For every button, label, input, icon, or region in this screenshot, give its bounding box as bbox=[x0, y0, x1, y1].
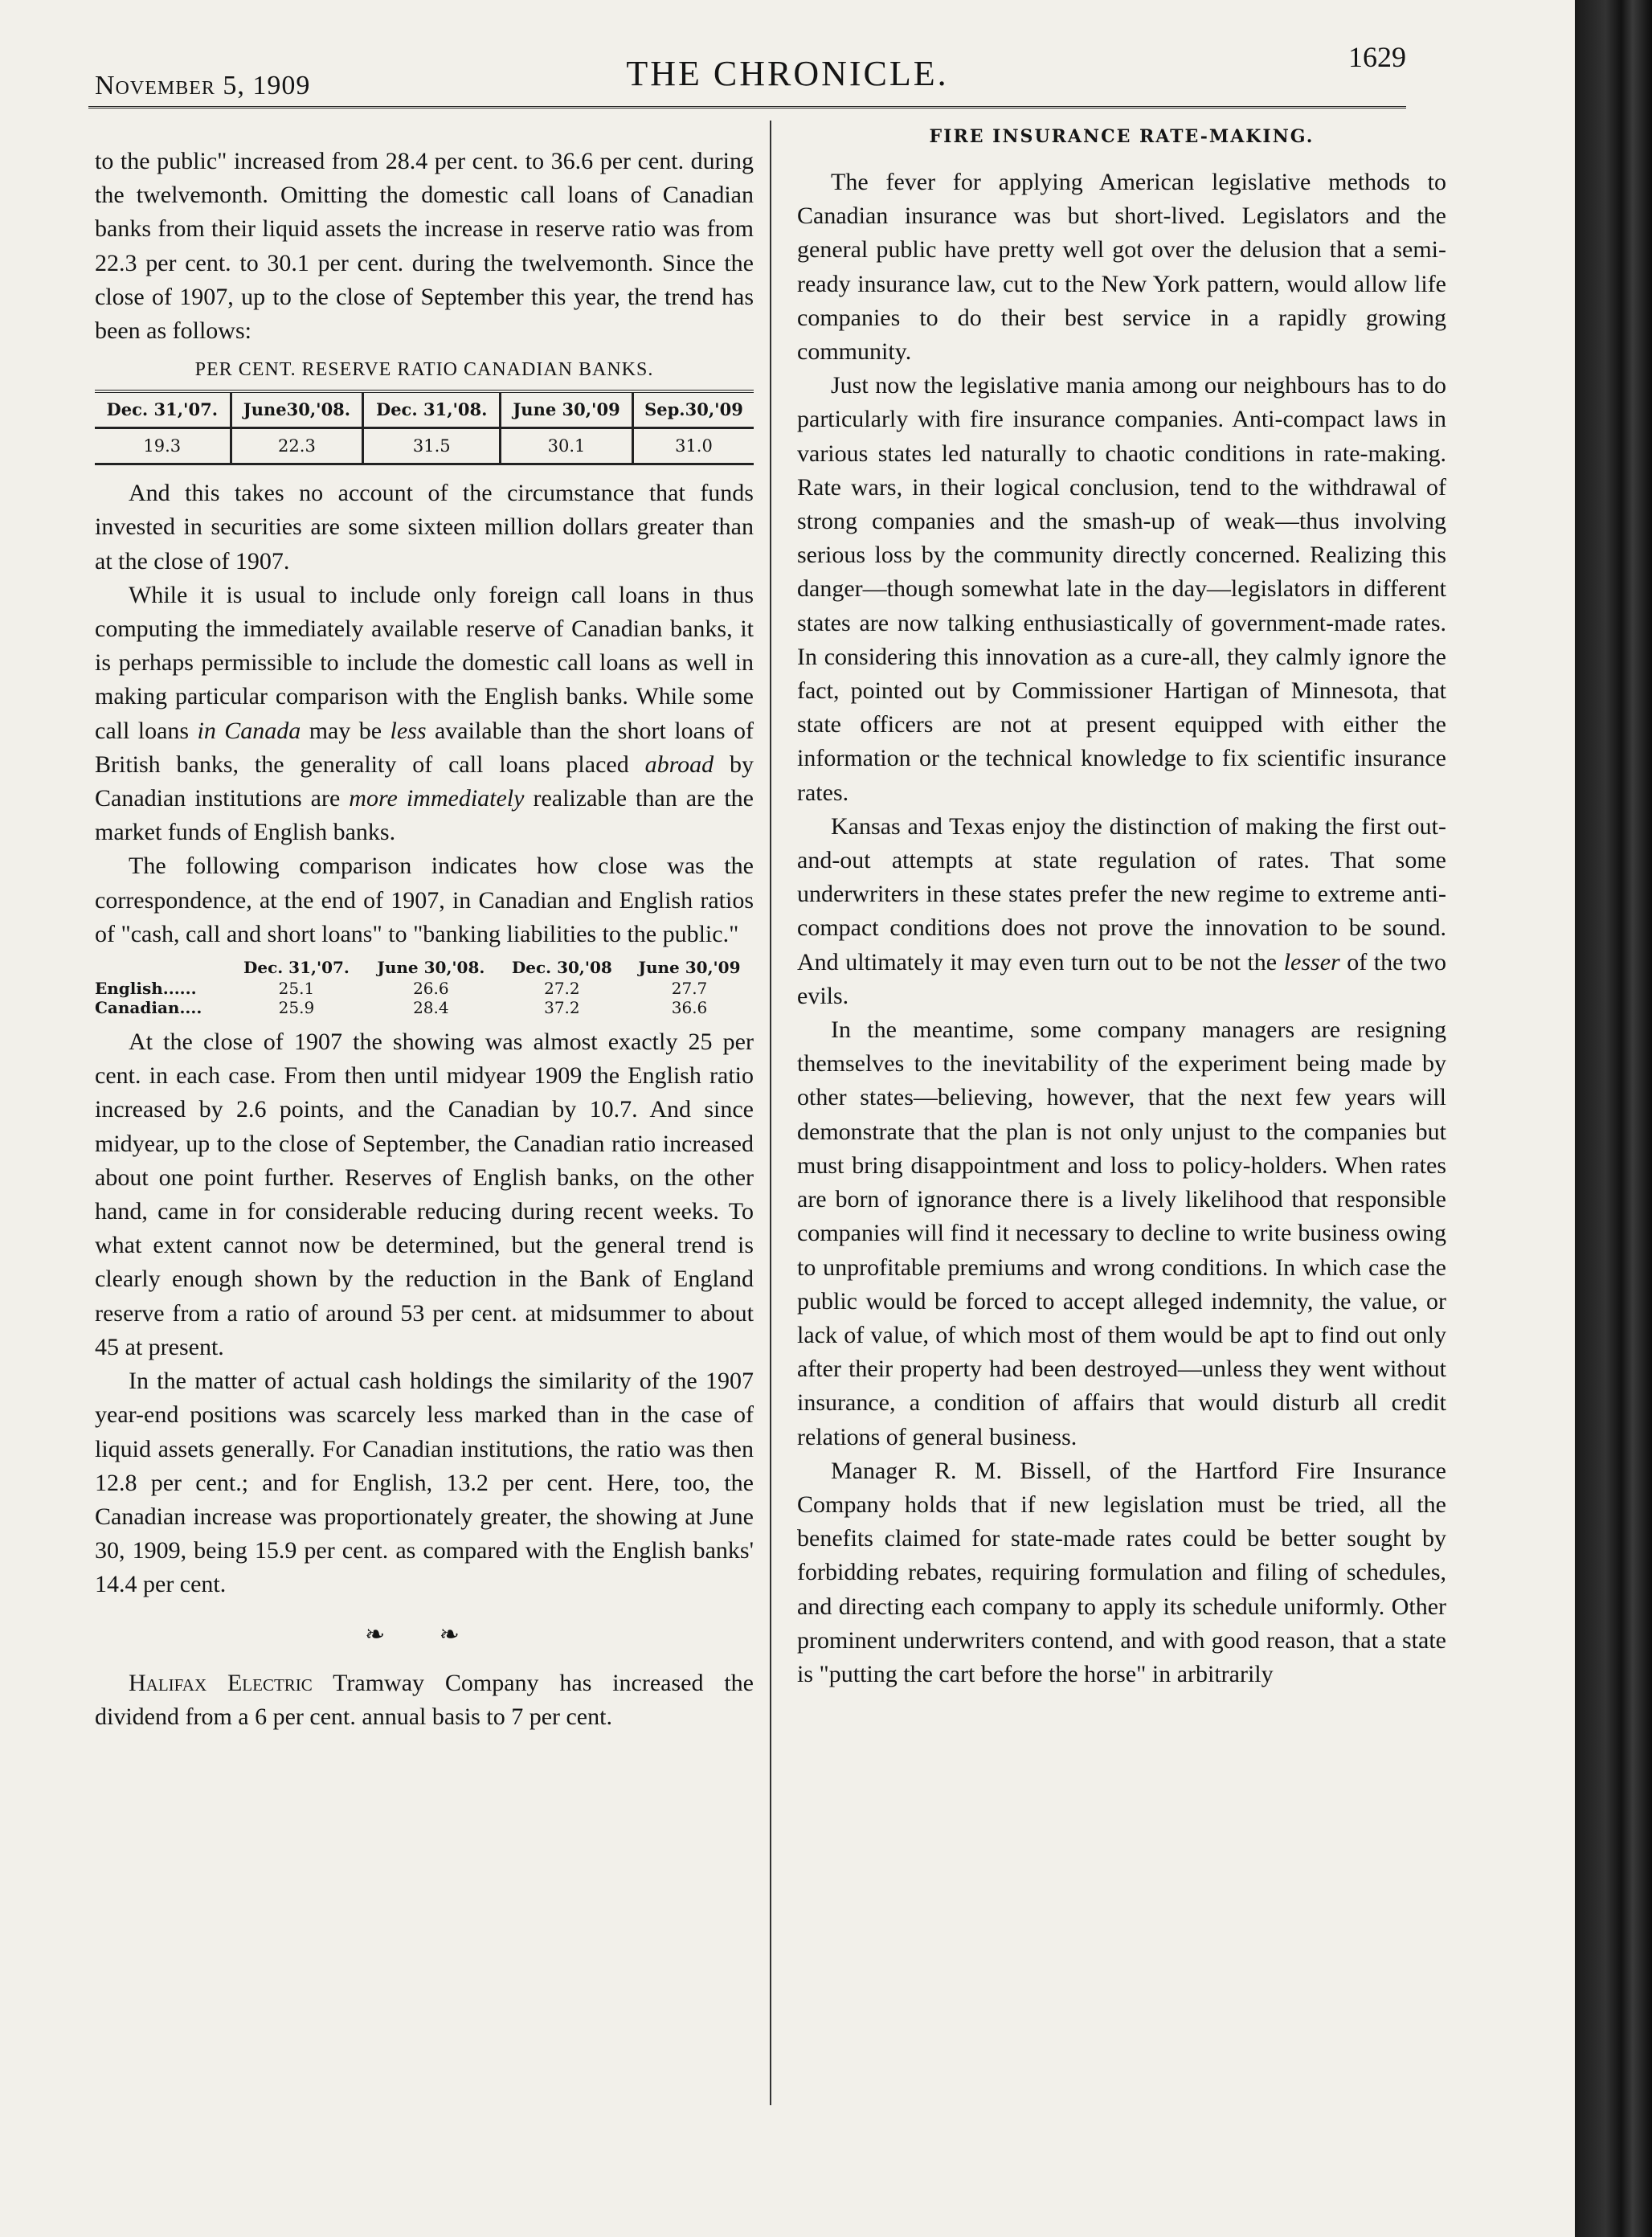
table-row bbox=[95, 998, 754, 1017]
paragraph: At the close of 1907 the showing was almost exactly 25 per cent. in each case. From then until midyear 1909 the English ratio increased by 2.6 points, and the Canadian by 10.7. And since midyear, up to the close of September, the Canadian ratio increased about one point further. Reserves of English banks, on the other hand, came in for considerable reducing during recent weeks. To what extent cannot now be determined, but the general trend is clearly enough shown by the reduction in the Bank of England reserve from a ratio of around 53 per cent. at midsummer to about 45 at present. bbox=[95, 1029, 754, 1360]
table-cell: 37.2 bbox=[544, 998, 580, 1018]
italic-text: more immediately bbox=[349, 785, 525, 812]
table-header-cell: June30,'08. bbox=[231, 391, 363, 428]
table-header-cell: June 30,'08. bbox=[377, 958, 485, 978]
paragraph: And this takes no account of the circumstance that funds invested in securities are some sixteen million dollars greater than at the close of 1907. bbox=[95, 480, 754, 575]
table-header-cell bbox=[95, 956, 230, 979]
column-divider bbox=[770, 121, 771, 2105]
left-column bbox=[95, 145, 754, 1734]
text-run: available than the short loans of British banks, the generality of call loans placed bbox=[95, 717, 754, 778]
table-cell: 25.1 bbox=[278, 979, 315, 999]
table-header-cell: Dec. 31,'07. bbox=[95, 391, 231, 428]
table-row bbox=[95, 979, 754, 998]
table-cell: 27.2 bbox=[544, 979, 580, 999]
paragraph: to the public" increased from 28.4 per cent. to 36.6 per cent. during the twelvemonth. Omitting the domestic call loans of Canadian banks from their liquid assets the increase in reserve ratio was from 22.3 per cent. to 30.1 per cent. during the twelvemonth. Since the close of 1907, up to the close of September this year, the trend has been as follows: bbox=[95, 148, 754, 345]
table-cell: 28.4 bbox=[413, 998, 449, 1018]
table-cell: 19.3 bbox=[143, 436, 182, 456]
comparison-table bbox=[95, 956, 754, 1017]
table-header-cell: June 30,'09 bbox=[501, 391, 633, 428]
reserve-ratio-table bbox=[95, 390, 754, 465]
italic-text: in Canada bbox=[197, 717, 301, 744]
table-cell: 22.3 bbox=[231, 428, 363, 464]
paragraph: Just now the legislative mania among our neighbours has to do particularly with fire insurance companies. Anti-compact laws in various states led naturally to chaotic conditions in rate-making. Rate wars, in their logical conclusion, tend to the withdrawal of strong companies and the smash-up of weak—thus involving serious loss by the community directly concerned. Realizing this danger—though somewhat late in the day—legislators in different states are now talking enthusiastically of government-made rates. In considering this innovation as a cure-all, they calmly ignore the fact, pointed out by Commissioner Hartigan of Minnesota, that state officers are not at present equipped with either the information or the technical knowledge to fix scientific insurance rates. bbox=[797, 372, 1446, 806]
text-run: While it is usual to include only foreign call loans in thus computing the immediately available reserve of Canadian banks, it is perhaps permissible to include the domestic call loans as well in making particular comparison with the English banks. While some call loans bbox=[95, 581, 754, 744]
paragraph: In the meantime, some company managers are resigning themselves to the inevitability of the experiment being made by other states—believing, however, that the next few years will demonstrate that the plan is not only unjust to the companies but must bring disappointment and loss to policy-holders. When rates are born of ignorance there is a lively likelihood that responsible companies will find it necessary to decline to write business owing to unprofitable premiums and wrong conditions. In which case the public would be forced to accept alleged indemnity, the value, or lack of value, of which most of them would be apt to find out only after their property had been destroyed—unless they went without insurance, a condition of affairs that would disturb all credit relations of general business. bbox=[797, 1016, 1446, 1450]
paragraph: Manager R. M. Bissell, of the Hartford Fire Insurance Company holds that if new legislation must be tried, all the benefits claimed for state-made rates could be better sought by forbidding rebates, requiring formulation and filing of schedules, and directing each company to apply its schedule uniformly. Other prominent underwriters contend, and with good reason, that a state is "putting the cart before the horse" in arbitrarily bbox=[797, 1457, 1446, 1687]
table-header-cell: June 30,'09 bbox=[638, 958, 741, 978]
table-header-cell: Dec. 31,'08. bbox=[363, 391, 501, 428]
text-run: of the two evils. bbox=[797, 948, 1446, 1009]
table-cell: 30.1 bbox=[501, 428, 633, 464]
text-run: by Canadian institutions are bbox=[95, 750, 754, 812]
italic-text: lesser bbox=[1283, 948, 1340, 975]
table-cell: 26.6 bbox=[413, 979, 449, 999]
text-run: realizable than are the market funds of English banks. bbox=[95, 785, 754, 846]
paragraph bbox=[95, 579, 754, 850]
table-cell: 36.6 bbox=[671, 998, 708, 1018]
table-header-cell: Sep.30,'09 bbox=[632, 391, 754, 428]
paragraph bbox=[797, 810, 1446, 1013]
row-label: English...... bbox=[95, 979, 197, 999]
table-title: PER CENT. RESERVE RATIO CANADIAN BANKS. bbox=[194, 359, 654, 381]
paragraph bbox=[95, 1667, 754, 1734]
page-number: 1629 bbox=[1348, 41, 1406, 73]
table-cell: 27.7 bbox=[671, 979, 708, 999]
right-column bbox=[797, 121, 1446, 1691]
paragraph: The fever for applying American legislative methods to Canadian insurance was but short-lived. Legislators and the general public have pretty well got over the delusion that a semi-ready insurance law, cut to the New York pattern, would allow life companies to do their best service in a rapidly growing community. bbox=[797, 169, 1446, 366]
text-run: Kansas and Texas enjoy the distinction of making the first out-and-out attempts at state regulation of rates. That some underwriters in these states prefer the new regime to extreme anti-compact conditions does not prove the innovation to be sound. And ultimately it may even turn out to be not the bbox=[797, 812, 1446, 975]
table-cell: 31.5 bbox=[363, 428, 501, 464]
table-cell: 25.9 bbox=[278, 998, 315, 1018]
text-run: Tramway Company has increased the dividend from a 6 per cent. annual basis to 7 per cent. bbox=[95, 1669, 754, 1730]
italic-text: less bbox=[390, 717, 427, 744]
header-rule bbox=[88, 106, 1406, 108]
paragraph: The following comparison indicates how close was the correspondence, at the end of 1907, in Canadian and English ratios of "cash, call and short loans" to "banking liabilities to the public." bbox=[95, 853, 754, 947]
section-ornament: ❧ ❧ bbox=[365, 1621, 484, 1648]
publication-title: THE CHRONICLE. bbox=[626, 54, 949, 93]
book-binding-edge bbox=[1575, 0, 1652, 2237]
table-cell: 31.0 bbox=[632, 428, 754, 464]
row-label: Canadian.... bbox=[95, 998, 202, 1018]
paragraph: In the matter of actual cash holdings the similarity of the 1907 year-end positions was scarcely less marked than in the case of liquid assets generally. For Canadian institutions, the ratio was then 12.8 per cent.; and for English, 13.2 per cent. Here, too, the Canadian increase was proportionately greater, the showing at June 30, 1909, being 15.9 per cent. as compared with the English banks' 14.4 per cent. bbox=[95, 1368, 754, 1598]
table-header-cell: Dec. 30,'08 bbox=[511, 958, 612, 978]
text-run: may be bbox=[301, 717, 391, 744]
article-heading: FIRE INSURANCE RATE-MAKING. bbox=[929, 126, 1315, 147]
small-caps-lead: Halifax Electric bbox=[129, 1669, 313, 1696]
italic-text: abroad bbox=[644, 750, 714, 778]
table-header-cell: Dec. 31,'07. bbox=[243, 958, 350, 978]
issue-date: November 5, 1909 bbox=[95, 71, 311, 100]
